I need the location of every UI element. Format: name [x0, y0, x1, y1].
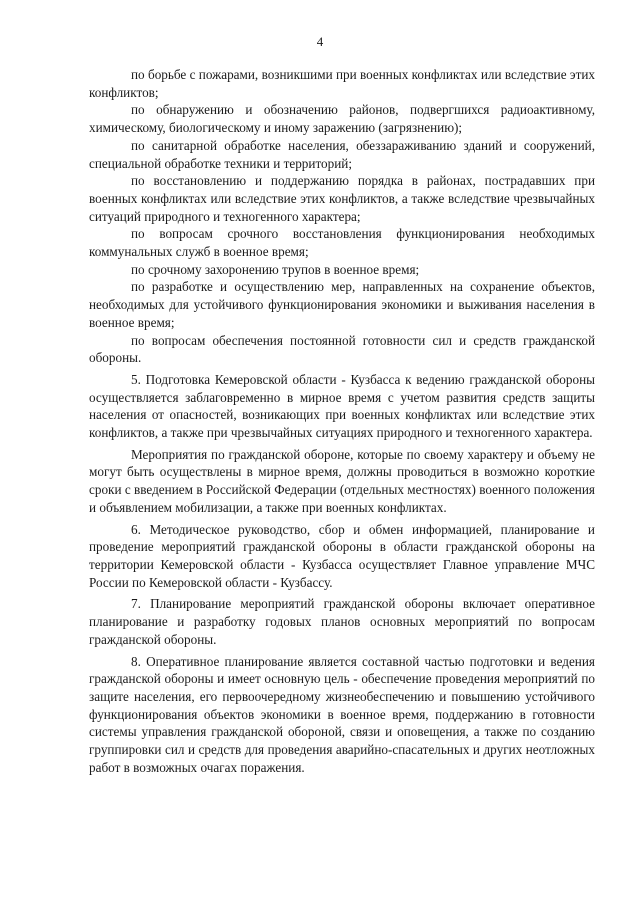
- paragraph: по вопросам срочного восстановления функционирования необходимых коммунальных служб в военное время;: [89, 226, 595, 260]
- paragraph: 7. Планирование мероприятий гражданской обороны включает оперативное планирование и разработку годовых планов основных мероприятий по вопросам гражданской обороны.: [89, 596, 595, 647]
- paragraph: по разработке и осуществлению мер, направленных на сохранение объектов, необходимых для устойчивого функционирования экономики и выживания населения в военное время;: [89, 279, 595, 330]
- paragraph: по обнаружению и обозначению районов, подвергшихся радиоактивному, химическому, биологическому и иному заражению (загрязнению);: [89, 102, 595, 136]
- paragraph: 6. Методическое руководство, сбор и обмен информацией, планирование и проведение мероприятий гражданской обороны в области гражданской обороны на территории Кемеровской области - Кузбасса осуществляет Главное управление МЧС России по Кемеровской области - Кузбассу.: [89, 521, 595, 590]
- paragraph: Мероприятия по гражданской обороне, которые по своему характеру и объему не могут быть осуществлены в мирное время, должны проводиться в возможно короткие сроки с введением в Российской Федерации (отдельных местностях) военного положения и объявлением мобилизации, а также при военных конфликтах.: [89, 446, 595, 515]
- paragraph: по санитарной обработке населения, обеззараживанию зданий и сооружений, специальной обработке техники и территорий;: [89, 137, 595, 171]
- paragraph: по восстановлению и поддержанию порядка в районах, пострадавших при военных конфликтах или вследствие этих конфликтов, а также вследствие чрезвычайных ситуаций природного и техногенного характера;: [89, 173, 595, 224]
- paragraph: 5. Подготовка Кемеровской области - Кузбасса к ведению гражданской обороны осуществляется заблаговременно в мирное время с учетом развития средств защиты населения от опасностей, возникающих при военных конфликтах или вследствие этих конфликтов, а также при чрезвычайных ситуациях природного и техногенного характера.: [89, 371, 595, 441]
- paragraph: по борьбе с пожарами, возникшими при военных конфликтах или вследствие этих конфликтов;: [89, 67, 595, 100]
- paragraph: 8. Оперативное планирование является составной частью подготовки и ведения гражданской обороны и имеет основную цель - обеспечение проведения мероприятий по защите населения, его первоочередному жизнеобеспечению и повышению устойчивого функционирования объектов экономики в военное время, поддержанию в готовности системы управления гражданской обороной, связи и оповещения, а также по созданию группировки сил и средств для проведения аварийно-спасательных и других неотложных работ в возможных очагах поражения.: [89, 653, 595, 775]
- page-number: 4: [316, 34, 324, 49]
- document-body: [89, 66, 595, 776]
- paragraph: по вопросам обеспечения постоянной готовности сил и средств гражданской обороны.: [89, 332, 595, 366]
- paragraph: по срочному захоронению трупов в военное время;: [131, 261, 420, 277]
